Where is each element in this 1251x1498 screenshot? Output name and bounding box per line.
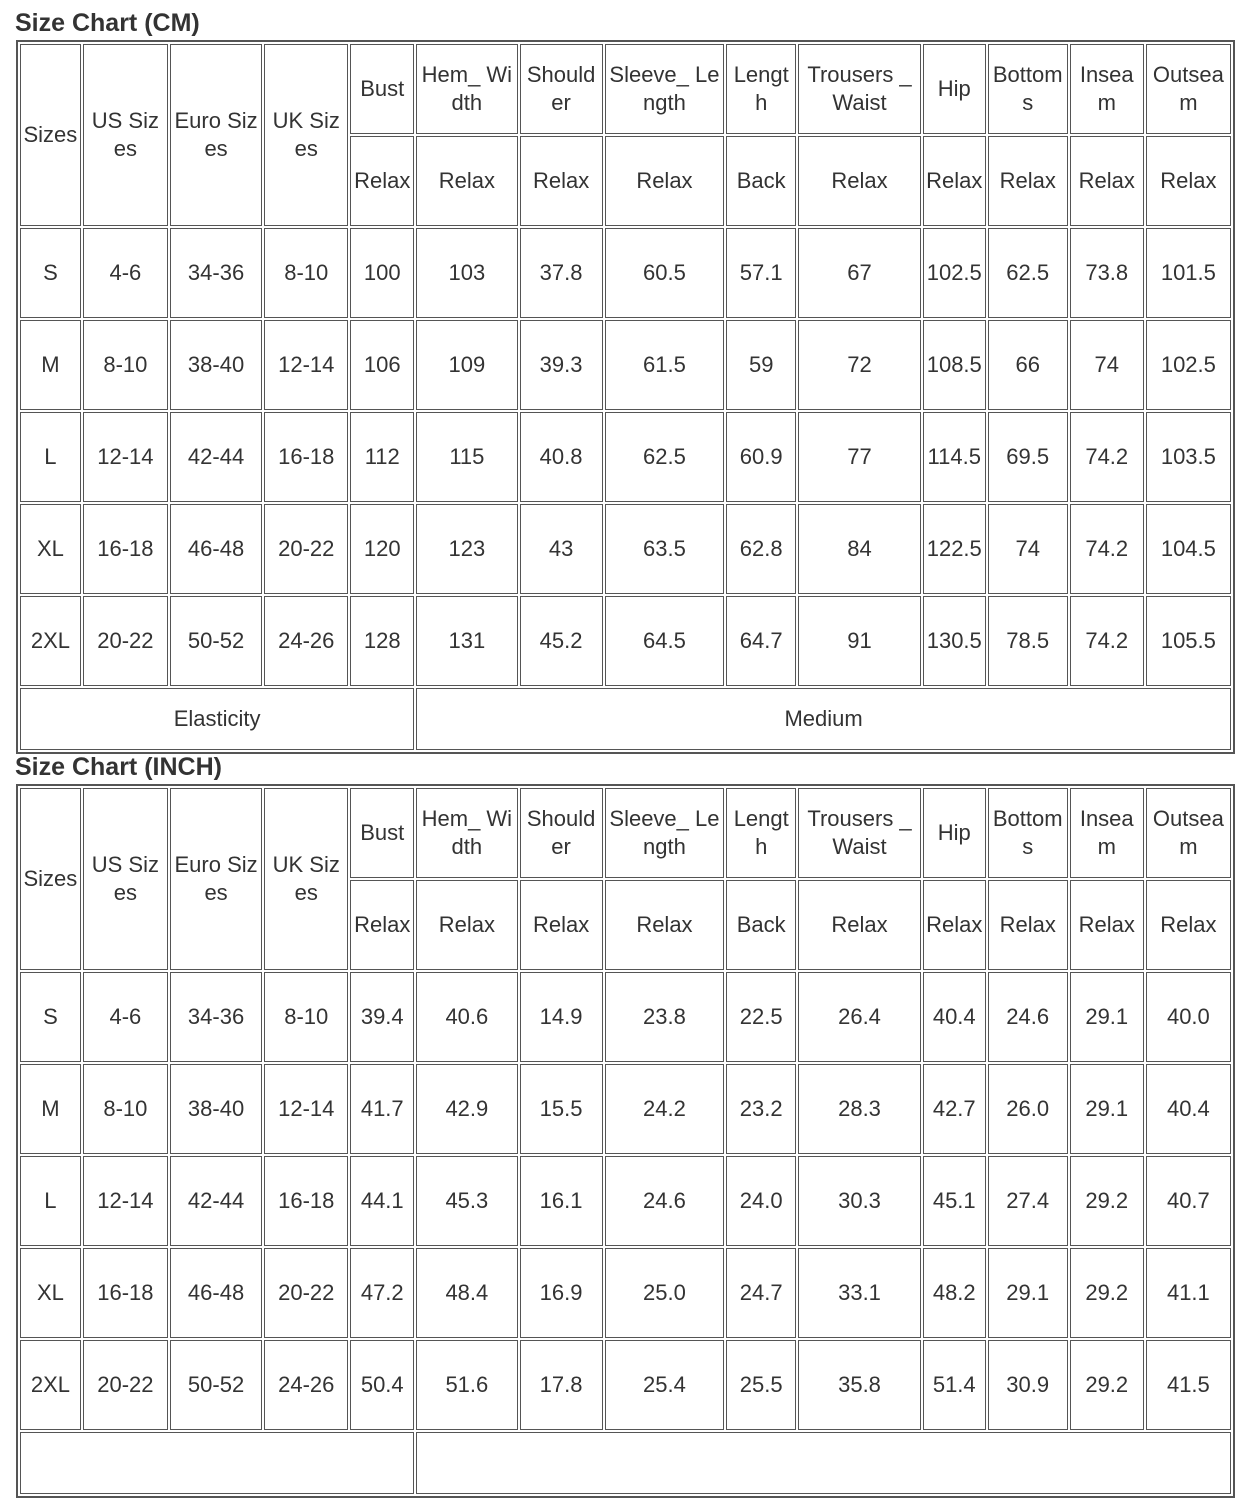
footer-row <box>20 688 1231 750</box>
cell-euro: 34-36 <box>170 228 262 318</box>
cell-trousers: 91 <box>798 596 921 686</box>
column-header-length: Length <box>726 44 796 134</box>
cell-us: 8-10 <box>83 1064 168 1154</box>
table-row <box>20 504 1231 594</box>
cell-inseam: 29.2 <box>1070 1248 1144 1338</box>
subheader-bust: Relax <box>350 136 414 226</box>
cell-shoulder: 43 <box>520 504 603 594</box>
cell-us: 12-14 <box>83 1156 168 1246</box>
subheader-trousers: Relax <box>798 880 921 970</box>
cell-uk: 8-10 <box>264 972 348 1062</box>
cell-euro: 38-40 <box>170 1064 262 1154</box>
table-row <box>20 412 1231 502</box>
table-row <box>20 320 1231 410</box>
cell-hip: 51.4 <box>923 1340 986 1430</box>
cell-inseam: 74 <box>1070 320 1144 410</box>
cell-outseam: 40.7 <box>1146 1156 1231 1246</box>
column-header-outseam: Outseam <box>1146 44 1231 134</box>
header-row <box>20 44 1231 134</box>
column-header-trousers: Trousers _Waist <box>798 44 921 134</box>
subheader-trousers: Relax <box>798 136 921 226</box>
subheader-outseam: Relax <box>1146 136 1231 226</box>
column-header-sleeve: Sleeve_ Length <box>605 788 725 878</box>
cell-sizes: S <box>20 228 81 318</box>
cell-sizes: M <box>20 1064 81 1154</box>
cell-hip: 102.5 <box>923 228 986 318</box>
cell-trousers: 72 <box>798 320 921 410</box>
cell-euro: 50-52 <box>170 1340 262 1430</box>
cell-sizes: XL <box>20 504 81 594</box>
cell-outseam: 40.4 <box>1146 1064 1231 1154</box>
subheader-inseam: Relax <box>1070 880 1144 970</box>
column-header-shoulder: Shoulder <box>520 788 603 878</box>
cell-hip: 45.1 <box>923 1156 986 1246</box>
cell-uk: 8-10 <box>264 228 348 318</box>
subheader-shoulder: Relax <box>520 880 603 970</box>
cell-length: 23.2 <box>726 1064 796 1154</box>
cell-sleeve: 62.5 <box>605 412 725 502</box>
cell-bottoms: 30.9 <box>988 1340 1068 1430</box>
cell-uk: 20-22 <box>264 504 348 594</box>
cell-inseam: 29.2 <box>1070 1156 1144 1246</box>
subheader-hip: Relax <box>923 880 986 970</box>
cell-sizes: XL <box>20 1248 81 1338</box>
subheader-length: Back <box>726 880 796 970</box>
cell-length: 25.5 <box>726 1340 796 1430</box>
column-header-euro: Euro Sizes <box>170 788 262 970</box>
table-row <box>20 1156 1231 1246</box>
column-header-inseam: Inseam <box>1070 788 1144 878</box>
cell-trousers: 26.4 <box>798 972 921 1062</box>
cell-sleeve: 60.5 <box>605 228 725 318</box>
column-header-hip: Hip <box>923 44 986 134</box>
cell-euro: 38-40 <box>170 320 262 410</box>
cell-bottoms: 78.5 <box>988 596 1068 686</box>
size-chart-cm-table <box>16 40 1235 754</box>
column-header-outseam: Outseam <box>1146 788 1231 878</box>
cell-bust: 47.2 <box>350 1248 414 1338</box>
table-row <box>20 1340 1231 1430</box>
column-header-euro: Euro Sizes <box>170 44 262 226</box>
subheader-bottoms: Relax <box>988 136 1068 226</box>
cell-length: 59 <box>726 320 796 410</box>
column-header-us: US Sizes <box>83 44 168 226</box>
cell-bust: 120 <box>350 504 414 594</box>
cell-sizes: S <box>20 972 81 1062</box>
cell-uk: 12-14 <box>264 320 348 410</box>
cell-bottoms: 29.1 <box>988 1248 1068 1338</box>
cell-euro: 34-36 <box>170 972 262 1062</box>
cell-us: 16-18 <box>83 504 168 594</box>
subheader-length: Back <box>726 136 796 226</box>
subheader-hem: Relax <box>416 136 517 226</box>
cell-length: 64.7 <box>726 596 796 686</box>
cell-hem: 51.6 <box>416 1340 517 1430</box>
cell-us: 4-6 <box>83 228 168 318</box>
column-header-uk: UK Sizes <box>264 44 348 226</box>
subheader-sleeve: Relax <box>605 880 725 970</box>
cell-hip: 114.5 <box>923 412 986 502</box>
cell-bust: 50.4 <box>350 1340 414 1430</box>
cell-shoulder: 45.2 <box>520 596 603 686</box>
cell-sleeve: 25.4 <box>605 1340 725 1430</box>
cell-trousers: 77 <box>798 412 921 502</box>
column-header-length: Length <box>726 788 796 878</box>
cell-hem: 40.6 <box>416 972 517 1062</box>
cell-sleeve: 63.5 <box>605 504 725 594</box>
cell-inseam: 73.8 <box>1070 228 1144 318</box>
subheader-bust: Relax <box>350 880 414 970</box>
size-chart-inch-title: Size Chart (INCH) <box>15 753 222 781</box>
column-header-bottoms: Bottoms <box>988 788 1068 878</box>
cell-shoulder: 14.9 <box>520 972 603 1062</box>
cell-shoulder: 40.8 <box>520 412 603 502</box>
cell-bottoms: 27.4 <box>988 1156 1068 1246</box>
cell-trousers: 84 <box>798 504 921 594</box>
cell-length: 22.5 <box>726 972 796 1062</box>
cell-uk: 16-18 <box>264 412 348 502</box>
cell-outseam: 41.1 <box>1146 1248 1231 1338</box>
cell-shoulder: 39.3 <box>520 320 603 410</box>
cell-bust: 106 <box>350 320 414 410</box>
cell-sizes: M <box>20 320 81 410</box>
column-header-inseam: Inseam <box>1070 44 1144 134</box>
cell-length: 24.7 <box>726 1248 796 1338</box>
cell-uk: 20-22 <box>264 1248 348 1338</box>
column-header-hem: Hem_ Width <box>416 44 517 134</box>
column-header-shoulder: Shoulder <box>520 44 603 134</box>
cell-inseam: 29.1 <box>1070 972 1144 1062</box>
cell-sizes: 2XL <box>20 596 81 686</box>
cell-us: 12-14 <box>83 412 168 502</box>
header-row <box>20 788 1231 878</box>
cell-shoulder: 16.1 <box>520 1156 603 1246</box>
cell-inseam: 74.2 <box>1070 412 1144 502</box>
column-header-sizes: Sizes <box>20 788 81 970</box>
cell-sleeve: 25.0 <box>605 1248 725 1338</box>
cell-uk: 16-18 <box>264 1156 348 1246</box>
cell-euro: 42-44 <box>170 1156 262 1246</box>
cell-hem: 123 <box>416 504 517 594</box>
cell-sizes: 2XL <box>20 1340 81 1430</box>
cell-outseam: 104.5 <box>1146 504 1231 594</box>
size-chart-cm-title: Size Chart (CM) <box>15 9 200 37</box>
cell-euro: 50-52 <box>170 596 262 686</box>
footer-cell-left <box>20 1432 414 1494</box>
cell-us: 20-22 <box>83 596 168 686</box>
cell-shoulder: 37.8 <box>520 228 603 318</box>
elasticity-label: Elasticity <box>20 688 414 750</box>
cell-outseam: 40.0 <box>1146 972 1231 1062</box>
cell-trousers: 30.3 <box>798 1156 921 1246</box>
column-header-hem: Hem_ Width <box>416 788 517 878</box>
cell-inseam: 74.2 <box>1070 504 1144 594</box>
cell-outseam: 101.5 <box>1146 228 1231 318</box>
cell-bust: 39.4 <box>350 972 414 1062</box>
cell-bust: 100 <box>350 228 414 318</box>
cell-bottoms: 69.5 <box>988 412 1068 502</box>
cell-length: 24.0 <box>726 1156 796 1246</box>
cell-trousers: 33.1 <box>798 1248 921 1338</box>
cell-bust: 128 <box>350 596 414 686</box>
cell-sizes: L <box>20 412 81 502</box>
subheader-hem: Relax <box>416 880 517 970</box>
cell-us: 16-18 <box>83 1248 168 1338</box>
cell-hem: 109 <box>416 320 517 410</box>
cell-hip: 130.5 <box>923 596 986 686</box>
column-header-us: US Sizes <box>83 788 168 970</box>
cell-bottoms: 74 <box>988 504 1068 594</box>
cell-length: 60.9 <box>726 412 796 502</box>
cell-shoulder: 16.9 <box>520 1248 603 1338</box>
column-header-bust: Bust <box>350 788 414 878</box>
cell-euro: 46-48 <box>170 1248 262 1338</box>
column-header-sizes: Sizes <box>20 44 81 226</box>
footer-cell-right <box>416 1432 1231 1494</box>
cell-sleeve: 24.6 <box>605 1156 725 1246</box>
table-row <box>20 596 1231 686</box>
cell-outseam: 41.5 <box>1146 1340 1231 1430</box>
cell-inseam: 29.2 <box>1070 1340 1144 1430</box>
cell-trousers: 67 <box>798 228 921 318</box>
cell-hem: 42.9 <box>416 1064 517 1154</box>
cell-bust: 44.1 <box>350 1156 414 1246</box>
cell-inseam: 29.1 <box>1070 1064 1144 1154</box>
cell-uk: 24-26 <box>264 1340 348 1430</box>
column-header-hip: Hip <box>923 788 986 878</box>
subheader-inseam: Relax <box>1070 136 1144 226</box>
cell-sleeve: 24.2 <box>605 1064 725 1154</box>
cell-hem: 103 <box>416 228 517 318</box>
cell-bust: 112 <box>350 412 414 502</box>
cell-us: 8-10 <box>83 320 168 410</box>
cell-us: 20-22 <box>83 1340 168 1430</box>
table-row <box>20 1248 1231 1338</box>
cell-hip: 40.4 <box>923 972 986 1062</box>
cell-euro: 42-44 <box>170 412 262 502</box>
cell-euro: 46-48 <box>170 504 262 594</box>
subheader-hip: Relax <box>923 136 986 226</box>
cell-hip: 48.2 <box>923 1248 986 1338</box>
cell-us: 4-6 <box>83 972 168 1062</box>
cell-hip: 122.5 <box>923 504 986 594</box>
cell-hip: 42.7 <box>923 1064 986 1154</box>
cell-outseam: 102.5 <box>1146 320 1231 410</box>
cell-length: 62.8 <box>726 504 796 594</box>
cell-hem: 48.4 <box>416 1248 517 1338</box>
cell-shoulder: 15.5 <box>520 1064 603 1154</box>
cell-trousers: 35.8 <box>798 1340 921 1430</box>
size-chart-inch-table <box>16 784 1235 1498</box>
cell-outseam: 105.5 <box>1146 596 1231 686</box>
cell-uk: 24-26 <box>264 596 348 686</box>
cell-length: 57.1 <box>726 228 796 318</box>
elasticity-value: Medium <box>416 688 1231 750</box>
cell-sleeve: 23.8 <box>605 972 725 1062</box>
cell-hem: 115 <box>416 412 517 502</box>
column-header-uk: UK Sizes <box>264 788 348 970</box>
cell-hem: 131 <box>416 596 517 686</box>
cell-hip: 108.5 <box>923 320 986 410</box>
cell-hem: 45.3 <box>416 1156 517 1246</box>
cell-bust: 41.7 <box>350 1064 414 1154</box>
cell-inseam: 74.2 <box>1070 596 1144 686</box>
cell-bottoms: 62.5 <box>988 228 1068 318</box>
cell-sleeve: 64.5 <box>605 596 725 686</box>
subheader-sleeve: Relax <box>605 136 725 226</box>
cell-sleeve: 61.5 <box>605 320 725 410</box>
column-header-sleeve: Sleeve_ Length <box>605 44 725 134</box>
table-row <box>20 228 1231 318</box>
column-header-trousers: Trousers _Waist <box>798 788 921 878</box>
column-header-bust: Bust <box>350 44 414 134</box>
footer-row <box>20 1432 1231 1494</box>
cell-sizes: L <box>20 1156 81 1246</box>
cell-outseam: 103.5 <box>1146 412 1231 502</box>
table-row <box>20 1064 1231 1154</box>
column-header-bottoms: Bottoms <box>988 44 1068 134</box>
subheader-bottoms: Relax <box>988 880 1068 970</box>
table-row <box>20 972 1231 1062</box>
cell-bottoms: 66 <box>988 320 1068 410</box>
cell-trousers: 28.3 <box>798 1064 921 1154</box>
cell-bottoms: 26.0 <box>988 1064 1068 1154</box>
subheader-outseam: Relax <box>1146 880 1231 970</box>
cell-bottoms: 24.6 <box>988 972 1068 1062</box>
subheader-shoulder: Relax <box>520 136 603 226</box>
cell-uk: 12-14 <box>264 1064 348 1154</box>
cell-shoulder: 17.8 <box>520 1340 603 1430</box>
